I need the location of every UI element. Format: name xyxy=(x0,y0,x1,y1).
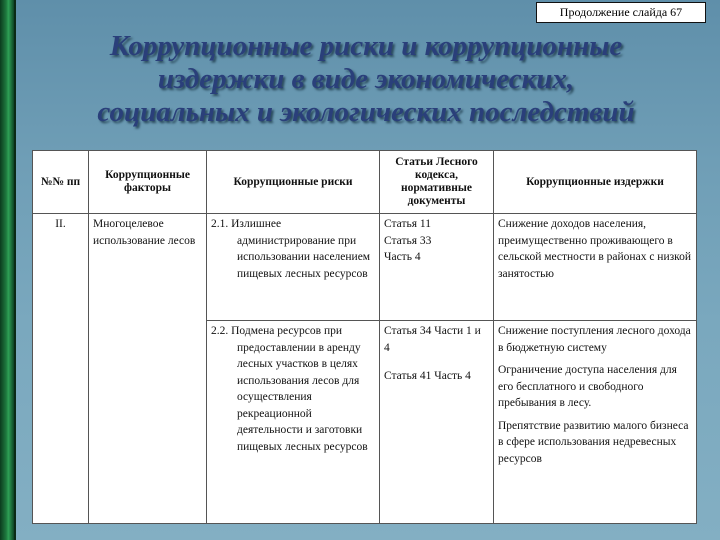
doc-group-2: Статья 41 Часть 4 xyxy=(384,370,471,382)
risk-2-first: 2.2. Подмена ресурсов при xyxy=(211,325,343,337)
cost-cell-2 xyxy=(494,321,697,524)
slide-title xyxy=(16,30,716,129)
risk-1-first: 2.1. Излишнее xyxy=(211,218,282,230)
risk-cell-2 xyxy=(207,321,380,524)
risk-1-rest: администрирование при использовании населением пищевых лесных ресурсов xyxy=(237,234,371,280)
cost-item: Снижение поступления лесного дохода в бюджетную систему xyxy=(498,325,691,354)
left-accent-bar xyxy=(0,0,14,540)
cost-cell-1: Снижение доходов населения, преимущественно проживающего в сельской местности в районах с низкой занятостью xyxy=(494,214,697,321)
title-line-1: Коррупционные риски и коррупционные xyxy=(109,30,623,62)
doc-line: Статья 33 xyxy=(384,234,432,247)
doc-line: Статья 11 xyxy=(384,218,431,230)
risk-cell-1 xyxy=(207,214,380,321)
title-line-3: социальных и экологических последствий xyxy=(97,96,635,128)
slide-continuation-badge: Продолжение слайда 67 xyxy=(536,2,706,23)
title-line-2: издержки в виде экономических, xyxy=(157,63,575,95)
docs-cell-1 xyxy=(380,214,494,321)
doc-line: Часть 4 xyxy=(384,251,421,263)
header-costs: Коррупционные издержки xyxy=(494,151,697,214)
cost-item: Препятствие развитию малого бизнеса в сфере использования недревесных ресурсов xyxy=(498,419,689,465)
header-num: №№ пп xyxy=(33,151,89,214)
risk-2-rest: предоставлении в аренду лесных участков в целях использования лесов для осуществления рекреационной деятельности и заготовки пищевых лесных ресурсов xyxy=(237,341,368,453)
row-number: II. xyxy=(33,214,89,524)
doc-group-1: Статья 34 Части 1 и 4 xyxy=(384,325,481,354)
header-risks: Коррупционные риски xyxy=(207,151,380,214)
header-docs: Статьи Лесного кодекса, нормативные документы xyxy=(380,151,494,214)
table-header-row xyxy=(33,151,697,214)
header-factors: Коррупционные факторы xyxy=(89,151,207,214)
table-row xyxy=(33,214,697,321)
corruption-risks-table xyxy=(32,150,697,524)
docs-cell-2 xyxy=(380,321,494,524)
cost-item: Ограничение доступа населения для его бесплатного и свободного пребывания в лесу. xyxy=(498,364,677,409)
factor-cell: Многоцелевое использование лесов xyxy=(89,214,207,524)
